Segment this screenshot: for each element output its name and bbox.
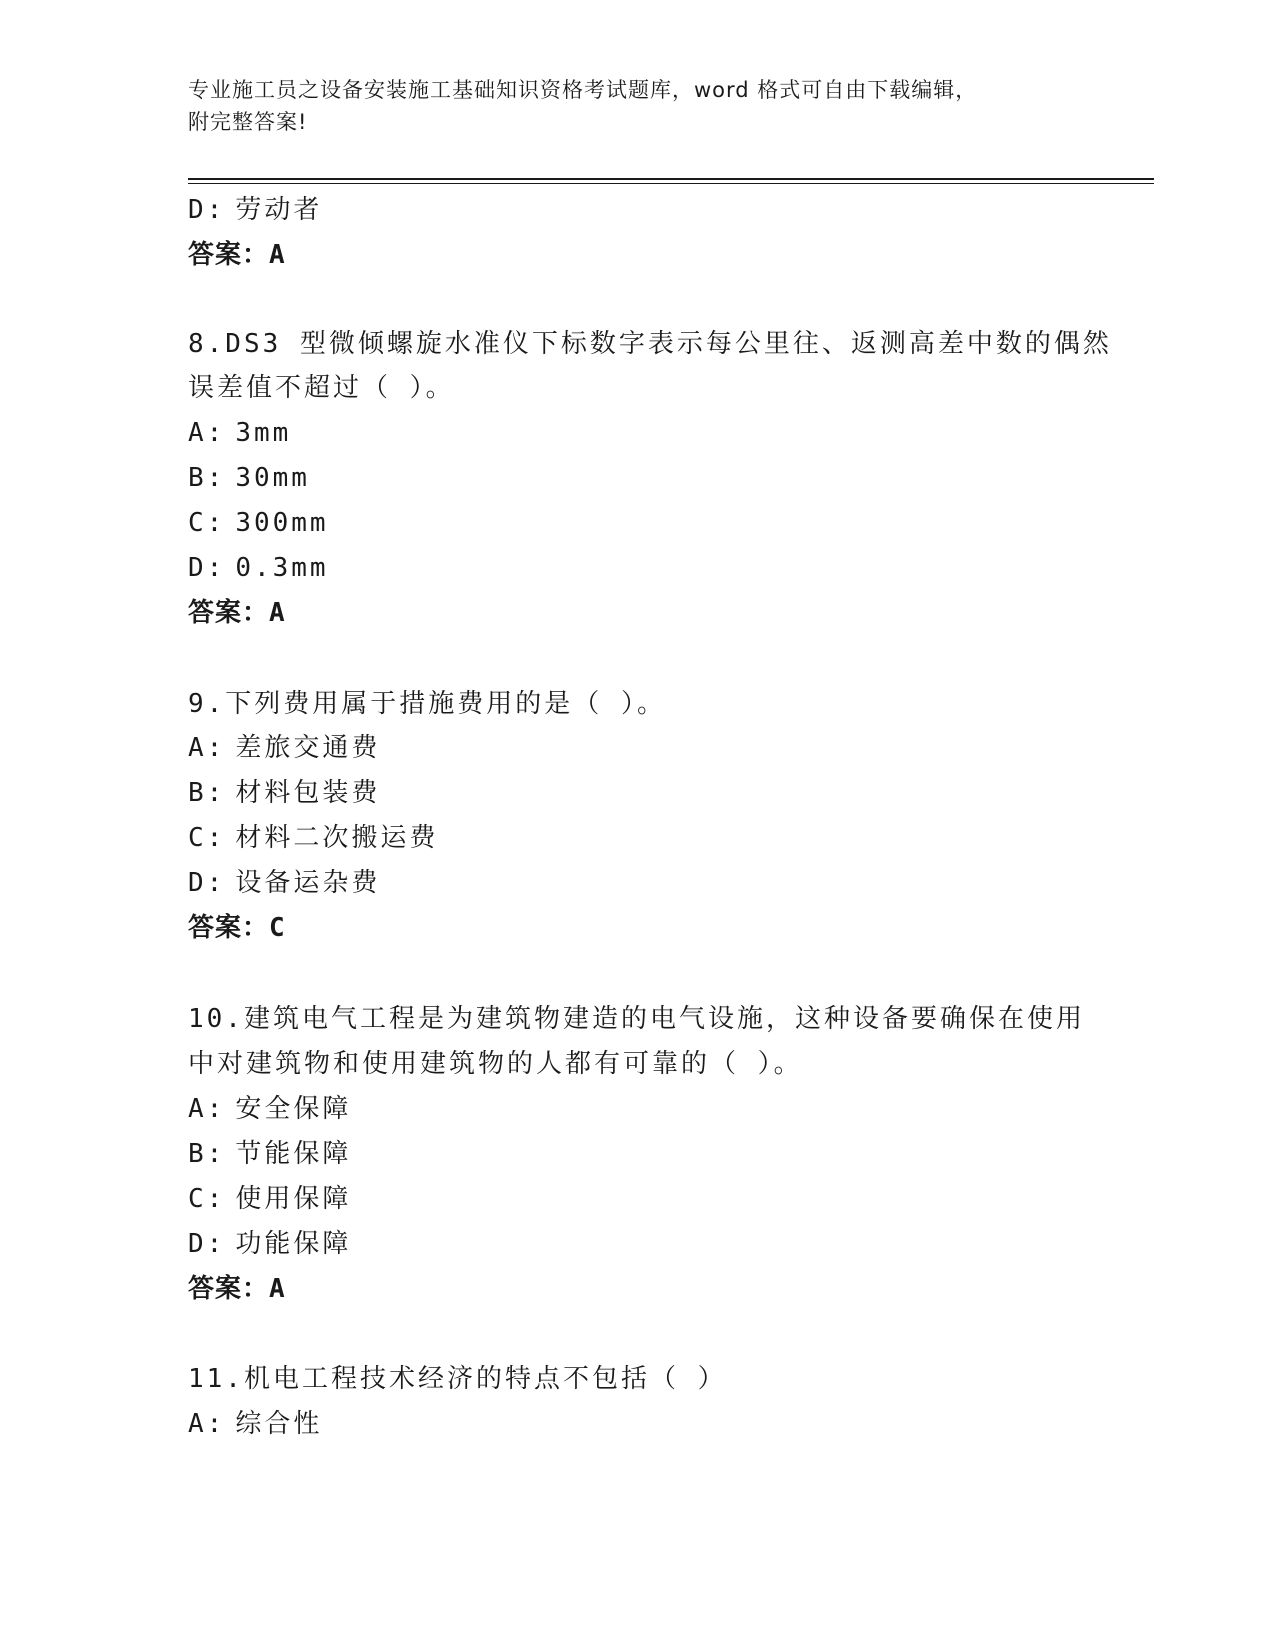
option-text: 差旅交通费 bbox=[235, 733, 381, 763]
option-text: 安全保障 bbox=[235, 1094, 352, 1124]
option-text: 0.3mm bbox=[235, 553, 329, 583]
option-key: B: bbox=[188, 778, 226, 808]
option-key: A: bbox=[188, 418, 226, 448]
option-key: A: bbox=[188, 1094, 226, 1124]
q10-option-b bbox=[188, 1136, 1108, 1172]
q7-answer: 答案：A bbox=[188, 240, 286, 270]
header-divider-thick bbox=[188, 178, 1154, 180]
option-text: 劳动者 bbox=[235, 195, 323, 225]
q8-option-d bbox=[188, 550, 1108, 586]
option-text: 节能保障 bbox=[235, 1139, 352, 1169]
option-key: D: bbox=[188, 553, 226, 583]
q8-answer: 答案：A bbox=[188, 598, 286, 628]
header-title-line1: 专业施工员之设备安装施工基础知识资格考试题库，word 格式可自由下载编辑， bbox=[188, 78, 978, 102]
option-key: A: bbox=[188, 1409, 226, 1439]
option-key: A: bbox=[188, 733, 226, 763]
option-text: 3mm bbox=[235, 418, 292, 448]
option-key: D: bbox=[188, 868, 226, 898]
q11-option-a bbox=[188, 1406, 1108, 1442]
q9-text-line1: 9.下列费用属于措施费用的是（ ）。 bbox=[188, 689, 666, 719]
q10-text-line2: 中对建筑物和使用建筑物的人都有可靠的（ ）。 bbox=[188, 1049, 803, 1079]
option-text: 使用保障 bbox=[235, 1184, 352, 1214]
q10-option-d bbox=[188, 1226, 1108, 1262]
q7-option-d bbox=[188, 192, 1108, 228]
q8-text-line1: 8.DS3 型微倾螺旋水准仪下标数字表示每公里往、返测高差中数的偶然 bbox=[188, 329, 1112, 359]
q9-option-d bbox=[188, 865, 1108, 901]
q9-answer: 答案：C bbox=[188, 913, 286, 943]
document-header bbox=[188, 74, 1088, 138]
q8-option-b bbox=[188, 460, 1108, 496]
option-key: C: bbox=[188, 823, 226, 853]
q10-answer: 答案：A bbox=[188, 1274, 286, 1304]
option-text: 设备运杂费 bbox=[235, 868, 381, 898]
option-text: 功能保障 bbox=[235, 1229, 352, 1259]
option-key: C: bbox=[188, 1184, 226, 1214]
option-text: 30mm bbox=[235, 463, 310, 493]
option-key: D: bbox=[188, 195, 226, 225]
q8-option-c bbox=[188, 505, 1108, 541]
option-text: 材料包装费 bbox=[235, 778, 381, 808]
q9-option-b bbox=[188, 775, 1108, 811]
header-title-line2: 附完整答案! bbox=[188, 110, 308, 134]
option-key: D: bbox=[188, 1229, 226, 1259]
q9-option-a bbox=[188, 730, 1108, 766]
option-text: 300mm bbox=[235, 508, 329, 538]
option-key: B: bbox=[188, 1139, 226, 1169]
q8-option-a bbox=[188, 415, 1108, 451]
q10-option-a bbox=[188, 1091, 1108, 1127]
option-key: C: bbox=[188, 508, 226, 538]
q9-option-c bbox=[188, 820, 1108, 856]
header-divider-thin bbox=[188, 183, 1154, 184]
q11-text-line1: 11.机电工程技术经济的特点不包括（ ） bbox=[188, 1364, 727, 1394]
option-text: 综合性 bbox=[235, 1409, 323, 1439]
option-text: 材料二次搬运费 bbox=[235, 823, 439, 853]
q10-option-c bbox=[188, 1181, 1108, 1217]
q10-text-line1: 10.建筑电气工程是为建筑物建造的电气设施，这种设备要确保在使用 bbox=[188, 1004, 1085, 1034]
option-key: B: bbox=[188, 463, 226, 493]
q8-text-line2: 误差值不超过（ ）。 bbox=[188, 373, 455, 403]
